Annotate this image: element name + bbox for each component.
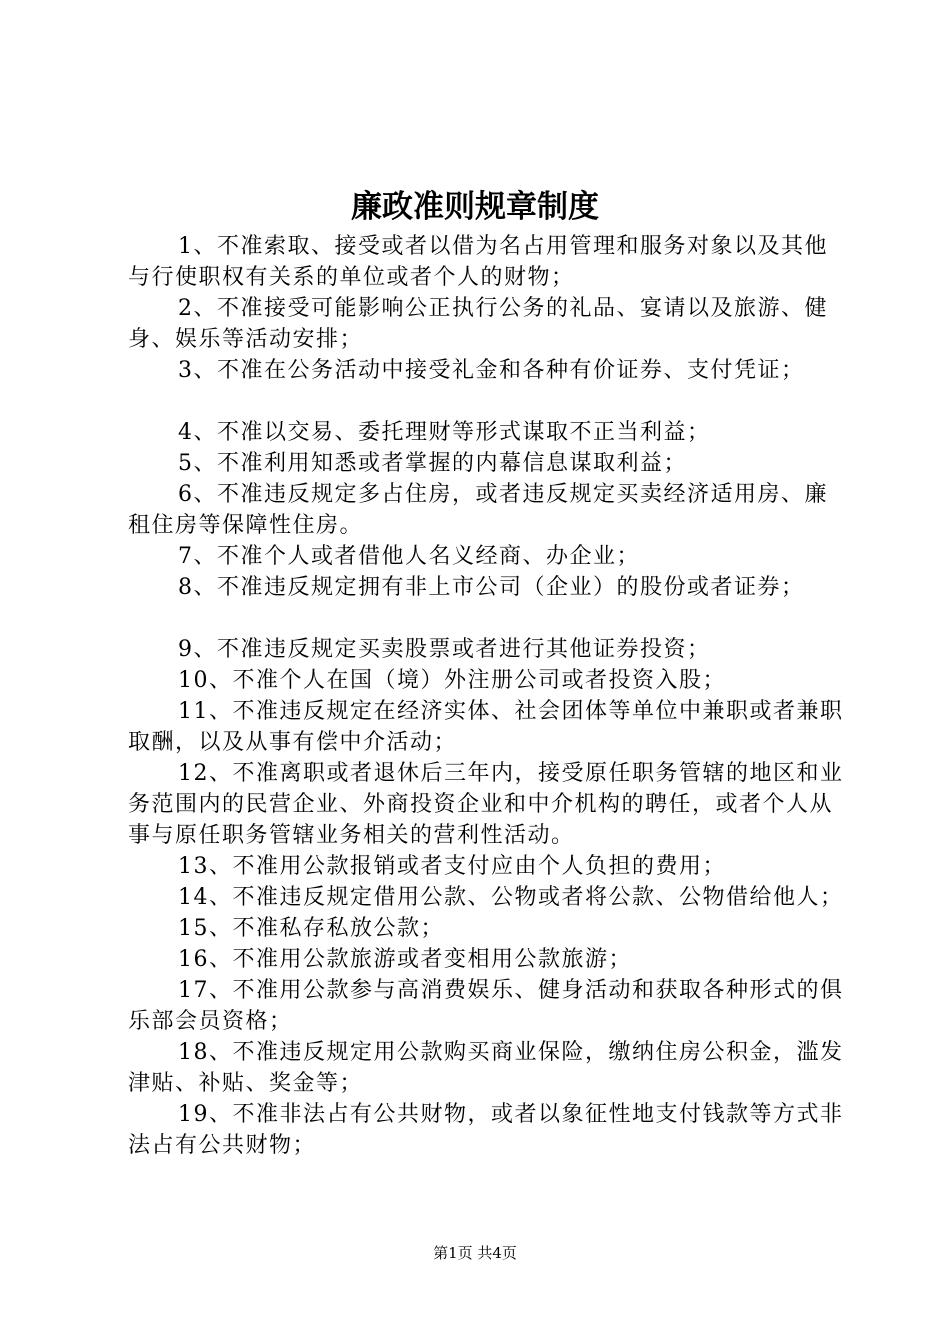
rule-paragraph-17: 17、不准用公款参与高消费娱乐、健身活动和获取各种形式的俱乐部会员资格； xyxy=(128,978,844,1034)
document-title: 廉政准则规章制度 xyxy=(351,189,599,225)
rule-paragraph-9: 9、不准违反规定买卖股票或者进行其他证券投资； xyxy=(178,637,711,662)
rule-paragraph-5: 5、不准利用知悉或者掌握的内幕信息谋取利益； xyxy=(178,451,687,476)
rule-paragraph-14: 14、不准违反规定借用公款、公物或者将公款、公物借给他人； xyxy=(178,885,844,910)
rule-paragraph-1: 1、不准索取、接受或者以借为名占用管理和服务对象以及其他与行使职权有关系的单位或者个人的财物； xyxy=(128,234,828,290)
rule-paragraph-16: 16、不准用公款旅游或者变相用公款旅游； xyxy=(178,947,632,972)
rule-paragraph-3: 3、不准在公务活动中接受礼金和各种有价证券、支付凭证； xyxy=(178,358,805,383)
rule-paragraph-8: 8、不准违反规定拥有非上市公司（企业）的股份或者证券； xyxy=(178,575,805,600)
rule-paragraph-13: 13、不准用公款报销或者支付应由个人负担的费用； xyxy=(178,854,726,879)
rule-paragraph-15: 15、不准私存私放公款； xyxy=(178,916,444,941)
rule-paragraph-7: 7、不准个人或者借他人名义经商、办企业； xyxy=(178,544,640,569)
rule-paragraph-18: 18、不准违反规定用公款购买商业保险，缴纳住房公积金，滥发津贴、补贴、奖金等； xyxy=(128,1040,844,1096)
rule-paragraph-10: 10、不准个人在国（境）外注册公司或者投资入股； xyxy=(178,668,726,693)
document-body xyxy=(128,231,848,1161)
rule-paragraph-12: 12、不准离职或者退休后三年内，接受原任职务管辖的地区和业务范围内的民营企业、外商投资企业和中介机构的聘任，或者个人从事与原任职务管辖业务相关的营利性活动。 xyxy=(128,761,844,848)
rule-paragraph-4: 4、不准以交易、委托理财等形式谋取不正当利益； xyxy=(178,420,711,445)
page-footer: 第1页 共4页 xyxy=(433,1244,517,1262)
rule-paragraph-11: 11、不准违反规定在经济实体、社会团体等单位中兼职或者兼职取酬，以及从事有偿中介活动； xyxy=(128,699,844,755)
rule-paragraph-6: 6、不准违反规定多占住房，或者违反规定买卖经济适用房、廉租住房等保障性住房。 xyxy=(128,482,828,538)
rule-paragraph-2: 2、不准接受可能影响公正执行公务的礼品、宴请以及旅游、健身、娱乐等活动安排； xyxy=(128,296,828,352)
rule-paragraph-19: 19、不准非法占有公共财物，或者以象征性地支付钱款等方式非法占有公共财物； xyxy=(128,1102,844,1158)
